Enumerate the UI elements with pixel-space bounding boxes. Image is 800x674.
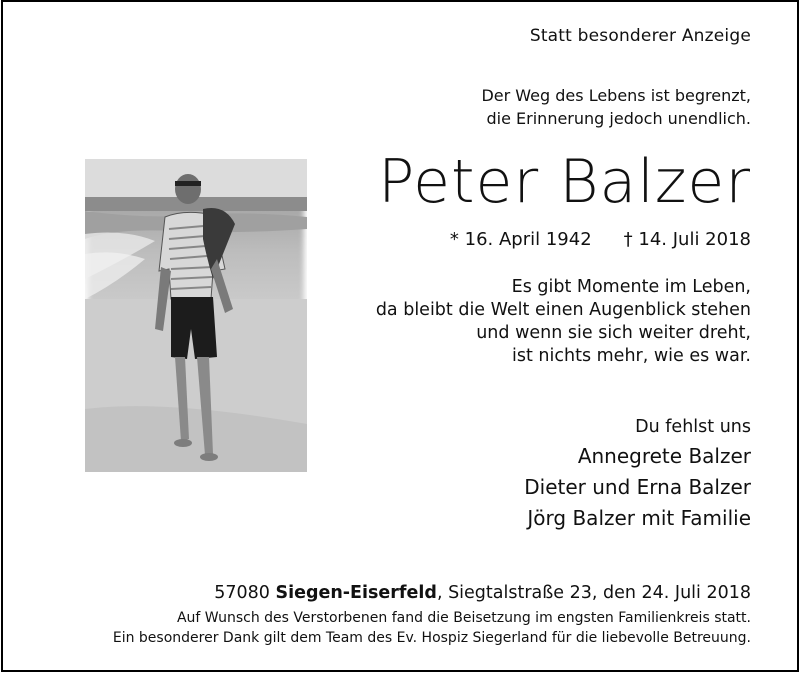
life-dates	[450, 229, 751, 250]
obituary-notice	[1, 0, 799, 672]
address-date: , Siegtalstraße 23, den 24. Juli 2018	[436, 583, 751, 603]
mourners-list	[524, 441, 751, 534]
postal-code: 57080	[214, 583, 270, 603]
mourner: Annegrete Balzer	[577, 444, 751, 468]
motto-line: die Erinnerung jedoch unendlich.	[486, 109, 751, 128]
death-date: † 14. Juli 2018	[623, 229, 751, 250]
portrait-photo	[85, 159, 307, 472]
miss-line: Du fehlst uns	[635, 417, 751, 437]
mourner: Dieter und Erna Balzer	[524, 475, 751, 499]
poem	[376, 276, 751, 368]
poem-line: ist nichts mehr, wie es war.	[512, 346, 751, 366]
poem-line: und wenn sie sich weiter dreht,	[476, 323, 751, 343]
motto-line: Der Weg des Lebens ist begrenzt,	[481, 86, 751, 105]
poem-line: Es gibt Momente im Leben,	[511, 277, 751, 297]
birth-date: * 16. April 1942	[449, 229, 592, 250]
motto	[481, 84, 751, 130]
place-date-line	[214, 583, 751, 603]
notes	[113, 608, 751, 648]
notice-header: Statt besonderer Anzeige	[529, 26, 751, 46]
note-line: Auf Wunsch des Verstorbenen fand die Beisetzung im engsten Familienkreis statt.	[176, 610, 751, 626]
deceased-name: Peter Balzer	[378, 147, 751, 217]
beach-photo-illustration	[85, 159, 307, 472]
city: Siegen-Eiserfeld	[275, 583, 437, 603]
mourner: Jörg Balzer mit Familie	[527, 506, 751, 530]
note-line: Ein besonderer Dank gilt dem Team des Ev. Hospiz Siegerland für die liebevolle Betreuung.	[112, 630, 751, 646]
poem-line: da bleibt die Welt einen Augenblick stehen	[375, 300, 751, 320]
